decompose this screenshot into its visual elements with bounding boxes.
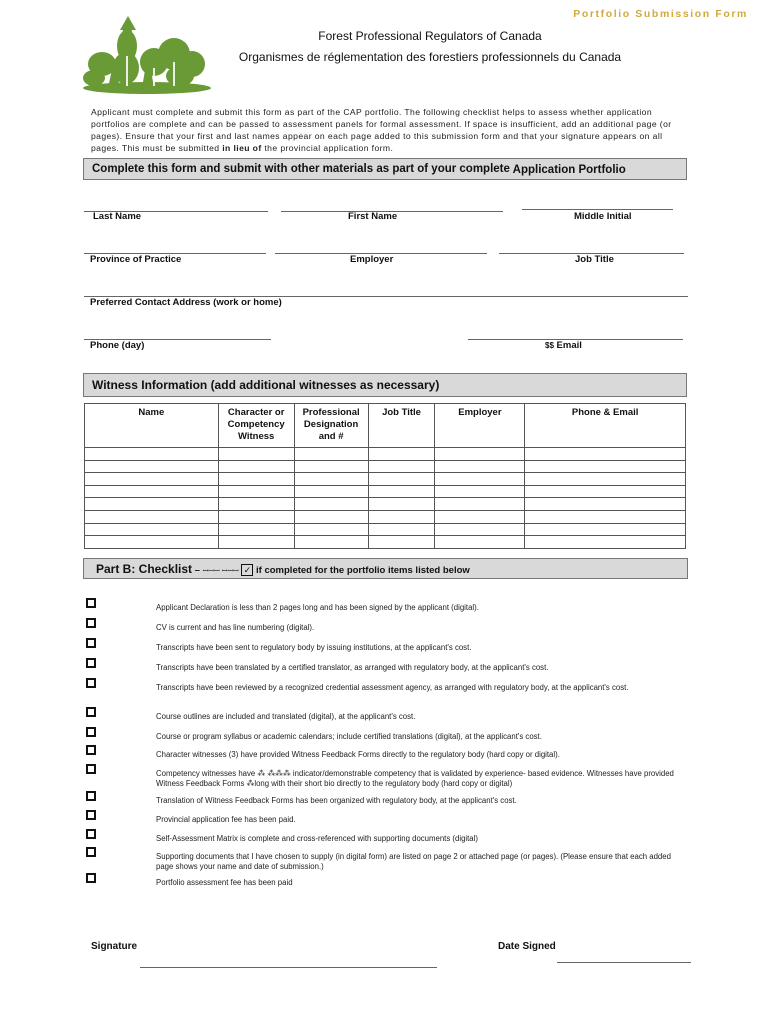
witness-cell[interactable]: [435, 473, 525, 486]
witness-cell[interactable]: [294, 473, 368, 486]
witness-cell[interactable]: [435, 498, 525, 511]
middle-initial-line[interactable]: [522, 209, 673, 210]
email-prefix: $$: [545, 341, 554, 350]
job-title-label: Job Title: [575, 254, 614, 265]
date-signed-line[interactable]: [557, 962, 691, 963]
witness-cell[interactable]: [368, 460, 435, 473]
witness-cell[interactable]: [85, 473, 219, 486]
witness-cell[interactable]: [525, 510, 686, 523]
checklist-item-text: Portfolio assessment fee has been paid: [156, 878, 293, 887]
witness-cell[interactable]: [294, 498, 368, 511]
witness-cell[interactable]: [525, 448, 686, 461]
checklist-checkbox[interactable]: [86, 810, 96, 820]
col-job-title: Job Title: [368, 404, 435, 448]
witness-row: [85, 523, 686, 536]
witness-title-bar: Witness Information (add additional witnesses as necessary): [83, 373, 687, 397]
col-employer: Employer: [435, 404, 525, 448]
checklist-checkbox[interactable]: [86, 847, 96, 857]
witness-cell[interactable]: [435, 510, 525, 523]
witness-row: [85, 448, 686, 461]
last-name-label: Last Name: [93, 211, 142, 222]
witness-cell[interactable]: [85, 460, 219, 473]
date-signed-label: Date Signed: [498, 941, 556, 952]
checklist-instruction: if completed for the portfolio items listed below: [256, 565, 470, 576]
witness-cell[interactable]: [218, 498, 294, 511]
checklist-checkbox[interactable]: [86, 727, 96, 737]
checklist-checkbox[interactable]: [86, 707, 96, 717]
checklist-checkbox[interactable]: [86, 873, 96, 883]
witness-cell[interactable]: [435, 485, 525, 498]
signature-label: Signature: [91, 941, 138, 952]
witness-cell[interactable]: [85, 498, 219, 511]
witness-cell[interactable]: [294, 485, 368, 498]
checklist-checkbox[interactable]: [86, 764, 96, 774]
col-phone-email: Phone & Email: [525, 404, 686, 448]
witness-cell[interactable]: [294, 460, 368, 473]
witness-table: [84, 403, 686, 549]
checklist-item-text: Transcripts have been sent to regulatory body by issuing institutions, at the applicant's cost.: [156, 643, 472, 652]
email-label: [545, 340, 582, 351]
checklist-item-text: CV is current and has line numbering (digital).: [156, 623, 315, 632]
witness-cell[interactable]: [85, 448, 219, 461]
checklist-checkbox[interactable]: [86, 598, 96, 608]
witness-row: [85, 485, 686, 498]
signature-line[interactable]: [140, 967, 437, 968]
checklist-item-text: Competency witnesses have ⁂ ⁂⁂⁂ indicator/demonstrable competency that is validated by experience- based evidence. Witnesses have provided Witness Feedback Forms ⁂long with their short bio directly to the regulatory body (hard copy or digital): [156, 769, 674, 788]
witness-cell[interactable]: [218, 473, 294, 486]
col-name: Name: [85, 404, 219, 448]
intro-text-end: the provincial application form.: [261, 143, 394, 153]
checklist-checkbox[interactable]: [86, 791, 96, 801]
checklist-checkbox[interactable]: [86, 658, 96, 668]
checklist-item-text: Character witnesses (3) have provided Witness Feedback Forms directly to the regulatory body (hard copy or digital).: [156, 750, 560, 759]
checklist-item-text: Course outlines are included and translated (digital), at the applicant's cost.: [156, 712, 416, 721]
form-corner-title: Portfolio Submission Form: [573, 8, 748, 20]
witness-cell[interactable]: [368, 485, 435, 498]
province-label: Province of Practice: [90, 254, 182, 265]
witness-cell[interactable]: [218, 510, 294, 523]
checklist-item-text: Transcripts have been translated by a certified translator, as arranged with regulatory body, at the applicant's cost.: [156, 663, 549, 672]
org-name-en: Forest Professional Regulators of Canada: [318, 29, 542, 43]
witness-cell[interactable]: [294, 536, 368, 549]
witness-cell[interactable]: [218, 448, 294, 461]
middle-initial-label: Middle Initial: [574, 211, 632, 222]
witness-cell[interactable]: [435, 523, 525, 536]
witness-cell[interactable]: [368, 536, 435, 549]
checklist-item-text: Self-Assessment Matrix is complete and cross-referenced with supporting documents (digital): [156, 834, 478, 843]
witness-row: [85, 473, 686, 486]
address-label: Preferred Contact Address (work or home): [90, 297, 282, 308]
witness-cell[interactable]: [218, 536, 294, 549]
col-designation: Professional Designation and #: [294, 404, 368, 448]
witness-cell[interactable]: [368, 523, 435, 536]
first-name-label: First Name: [348, 211, 398, 222]
witness-cell[interactable]: [525, 460, 686, 473]
email-label-text: Email: [556, 340, 582, 351]
witness-row: [85, 498, 686, 511]
witness-cell[interactable]: [435, 536, 525, 549]
checklist-checkbox[interactable]: [86, 745, 96, 755]
col-witness-type: Character or Competency Witness: [218, 404, 294, 448]
checklist-garbled: ꟷꟷꟷ ꟷꟷꟷ: [202, 568, 239, 575]
forest-trees-icon: [82, 16, 212, 94]
witness-cell[interactable]: [525, 536, 686, 549]
witness-cell[interactable]: [525, 498, 686, 511]
witness-cell[interactable]: [525, 523, 686, 536]
witness-cell[interactable]: [85, 510, 219, 523]
checklist-item-text: Provincial application fee has been paid.: [156, 815, 296, 824]
checklist-dash: –: [194, 565, 200, 576]
intro-paragraph: [91, 106, 686, 154]
witness-cell[interactable]: [294, 523, 368, 536]
witness-cell[interactable]: [218, 485, 294, 498]
logo: [82, 16, 212, 94]
witness-cell[interactable]: [368, 498, 435, 511]
witness-header-row: [85, 404, 686, 448]
witness-cell[interactable]: [85, 485, 219, 498]
witness-row: [85, 536, 686, 549]
checklist-checkbox[interactable]: [86, 618, 96, 628]
witness-cell[interactable]: [85, 536, 219, 549]
checklist-checkbox[interactable]: [86, 678, 96, 688]
witness-cell[interactable]: [525, 473, 686, 486]
witness-cell[interactable]: [294, 510, 368, 523]
checklist-checkbox[interactable]: [86, 829, 96, 839]
witness-cell[interactable]: [435, 460, 525, 473]
intro-emphasis: in lieu of: [222, 143, 262, 153]
witness-cell[interactable]: [294, 448, 368, 461]
witness-cell[interactable]: [368, 448, 435, 461]
checklist-title-bar: [83, 558, 688, 579]
witness-cell[interactable]: [435, 448, 525, 461]
main-title: Complete this form and submit with other materials as part of your complete: [92, 163, 513, 175]
checklist-item-text: Supporting documents that I have chosen to supply (in digital form) are listed on page 2 or attached page (or pages). (Please ensure that each added page shows your name and date of submission.): [156, 852, 671, 871]
witness-cell[interactable]: [218, 523, 294, 536]
witness-cell[interactable]: [525, 485, 686, 498]
checklist-title: Part B: Checklist: [96, 562, 193, 576]
checklist-item-text: Applicant Declaration is less than 2 pages long and has been signed by the applicant (digital).: [156, 603, 479, 612]
checkmark-icon: ✓: [241, 564, 253, 576]
witness-cell[interactable]: [368, 473, 435, 486]
checklist-item-text: Course or program syllabus or academic calendars; include certified translations (digital), at the applicant's cost.: [156, 732, 542, 741]
witness-cell[interactable]: [218, 460, 294, 473]
checklist-item-text: Translation of Witness Feedback Forms has been organized with regulatory body, at the applicant's cost.: [156, 796, 517, 805]
intro-text: Applicant must complete and submit this form as part of the CAP portfolio. The following checklist helps to assess whether application portfolios are complete and can be passed to assessment panels for formal assessment. If space is insufficient, add an additional page (or pages). Ensure that your first and last names appear on each page added to this submission form and that your signature appears on all pages. This must be submitted: [91, 107, 672, 153]
checklist-item-text: Transcripts have been reviewed by a recognized credential assessment agency, as arranged with regulatory body, at the applicant's cost.: [156, 683, 629, 692]
witness-row: [85, 510, 686, 523]
witness-cell[interactable]: [368, 510, 435, 523]
main-title-portfolio: Application Portfolio: [512, 164, 626, 176]
main-title-bar: [83, 158, 687, 180]
witness-row: [85, 460, 686, 473]
checklist-checkbox[interactable]: [86, 638, 96, 648]
employer-label: Employer: [350, 254, 394, 265]
org-name-fr: Organismes de réglementation des forestiers professionnels du Canada: [238, 50, 622, 64]
phone-label: Phone (day): [90, 340, 145, 351]
witness-cell[interactable]: [85, 523, 219, 536]
